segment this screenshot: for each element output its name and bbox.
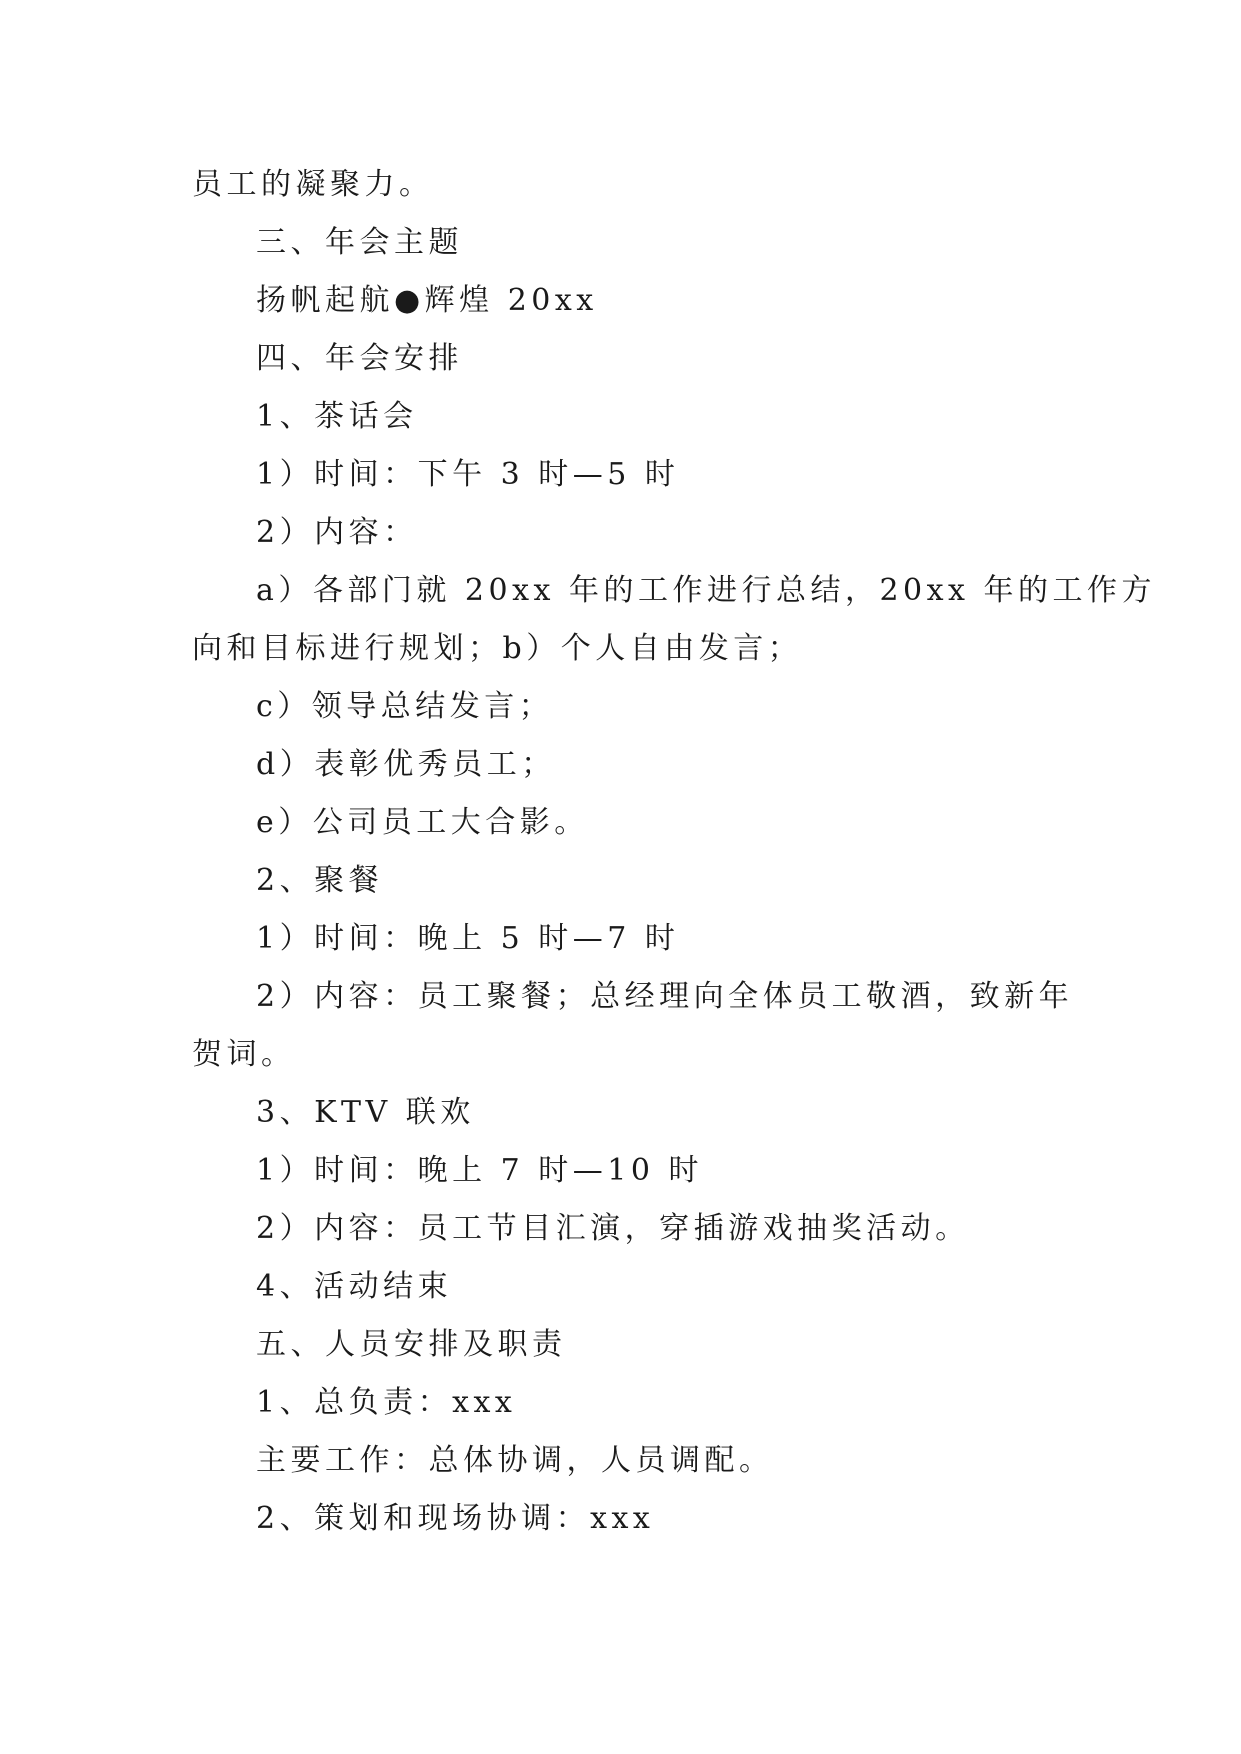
list-item: 主要工作：总体协调，人员调配。 [256,1443,774,1478]
list-item-continuation: 向和目标进行规划；b）个人自由发言； [192,631,803,666]
item-heading: 4、活动结束 [256,1269,453,1304]
list-item-continuation: 贺词。 [192,1037,296,1072]
list-item: 1）时间：晚上 7 时—10 时 [256,1153,703,1188]
list-item: d）表彰优秀员工； [256,747,556,782]
list-item: 1、总负责：xxx [256,1385,517,1420]
list-item: c）领导总结发言； [256,689,554,724]
list-item: e）公司员工大合影。 [256,805,589,840]
item-heading: 2、聚餐 [256,863,384,898]
list-item: a）各部门就 20xx 年的工作进行总结，20xx 年的工作方 [256,573,1157,608]
list-item: 2）内容：员工节目汇演，穿插游戏抽奖活动。 [256,1211,970,1246]
list-item: 2）内容： [256,515,418,550]
list-item: 2、策划和现场协调：xxx [256,1501,655,1536]
paragraph-continuation: 员工的凝聚力。 [192,167,434,202]
list-item: 2）内容：员工聚餐；总经理向全体员工敬酒，致新年 [256,979,1074,1014]
list-item: 1）时间：晚上 5 时—7 时 [256,921,680,956]
item-heading: 3、KTV 联欢 [256,1095,475,1130]
section-heading-4: 四、年会安排 [256,341,463,376]
section-heading-3: 三、年会主题 [256,225,463,260]
theme-text: 扬帆起航●辉煌 20xx [256,283,598,318]
list-item: 1）时间：下午 3 时—5 时 [256,457,680,492]
section-heading-5: 五、人员安排及职责 [256,1327,567,1362]
item-heading: 1、茶话会 [256,399,418,434]
